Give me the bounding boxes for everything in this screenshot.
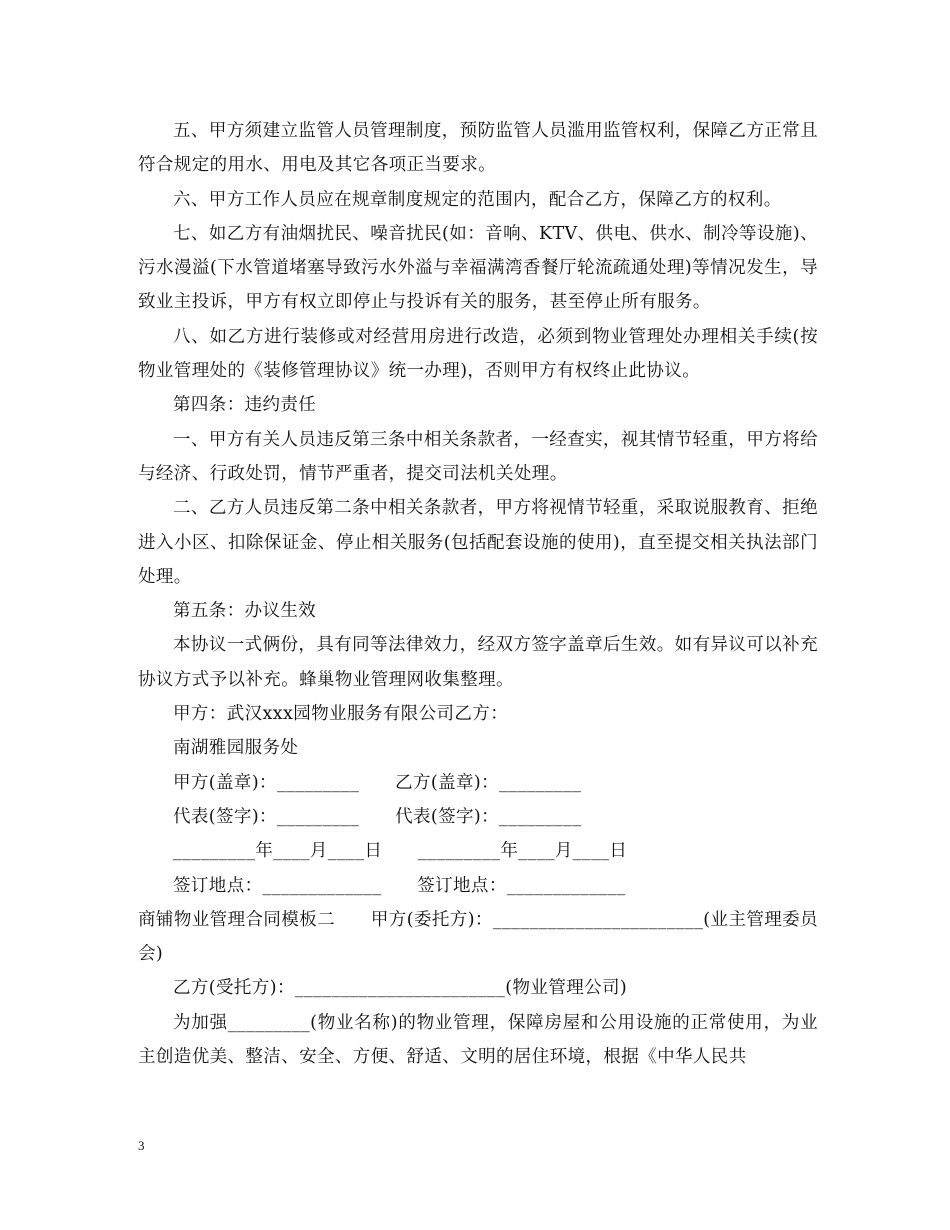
paragraph: 二、乙方人员违反第二条中相关条款者，甲方将视情节轻重，采取说服教育、拒绝进入小区、扣除保证金、停止相关服务(包括配套设施的使用)，直至提交相关执法部门处理。 [138,498,818,587]
paragraph: 七、如乙方有油烟扰民、噪音扰民(如：音响、KTV、供电、供水、制冷等设施)、污水漫溢(下水管道堵塞导致污水外溢与幸福满湾香餐厅轮流疏通处理)等情况发生，导致业主投诉，甲方有权立即停止与投诉有关的服务，甚至停止所有服务。 [138,223,818,313]
paragraph: 本协议一式俩份，具有同等法律效力，经双方签字盖章后生效。如有异议可以补充协议方式予以补充。蜂巢物业管理网收集整理。 [138,635,818,690]
section-heading: 第五条：办议生效 [173,601,317,622]
signature-line: 代表(签字)：_________ 代表(签字)：_________ [173,806,582,827]
template-heading-line: 商铺物业管理合同模板二 甲方(委托方)：_______________________(业主管理委员会) [138,909,818,965]
paragraph: 乙方(受托方)：_______________________(物业管理公司) [173,978,628,999]
party-line: 甲方：武汉xxx园物业服务有限公司乙方： [173,704,509,725]
paragraph: 八、如乙方进行装修或对经营用房进行改造，必须到物业管理处办理相关手续(按物业管理处的《装修管理协议》统一办理)，否则甲方有权终止此协议。 [138,326,818,382]
party-line: 南湖雅园服务处 [173,738,299,759]
paragraph: 五、甲方须建立监管人员管理制度，预防监管人员滥用监管权利，保障乙方正常且符合规定的用水、用电及其它各项正当要求。 [138,121,818,176]
document-body [138,114,818,1074]
page-number: 3 [138,1138,145,1153]
signature-line: 甲方(盖章)：_________ 乙方(盖章)：_________ [173,772,582,793]
section-heading: 第四条：违约责任 [173,395,317,416]
paragraph: 一、甲方有关人员违反第三条中相关条款者，一经查实，视其情节轻重，甲方将给与经济、行政处罚，情节严重者，提交司法机关处理。 [138,429,818,484]
location-line: 签订地点：_____________ 签订地点：_____________ [173,875,626,896]
date-line: _________年____月____日 _________年____月____日 [173,841,628,862]
paragraph: 为加强_________(物业名称)的物业管理，保障房屋和公用设施的正常使用，为业主创造优美、整洁、安全、方便、舒适、文明的居住环境，根据《中华人民共 [138,1012,818,1068]
paragraph: 六、甲方工作人员应在规章制度规定的范围内，配合乙方，保障乙方的权利。 [173,189,782,210]
